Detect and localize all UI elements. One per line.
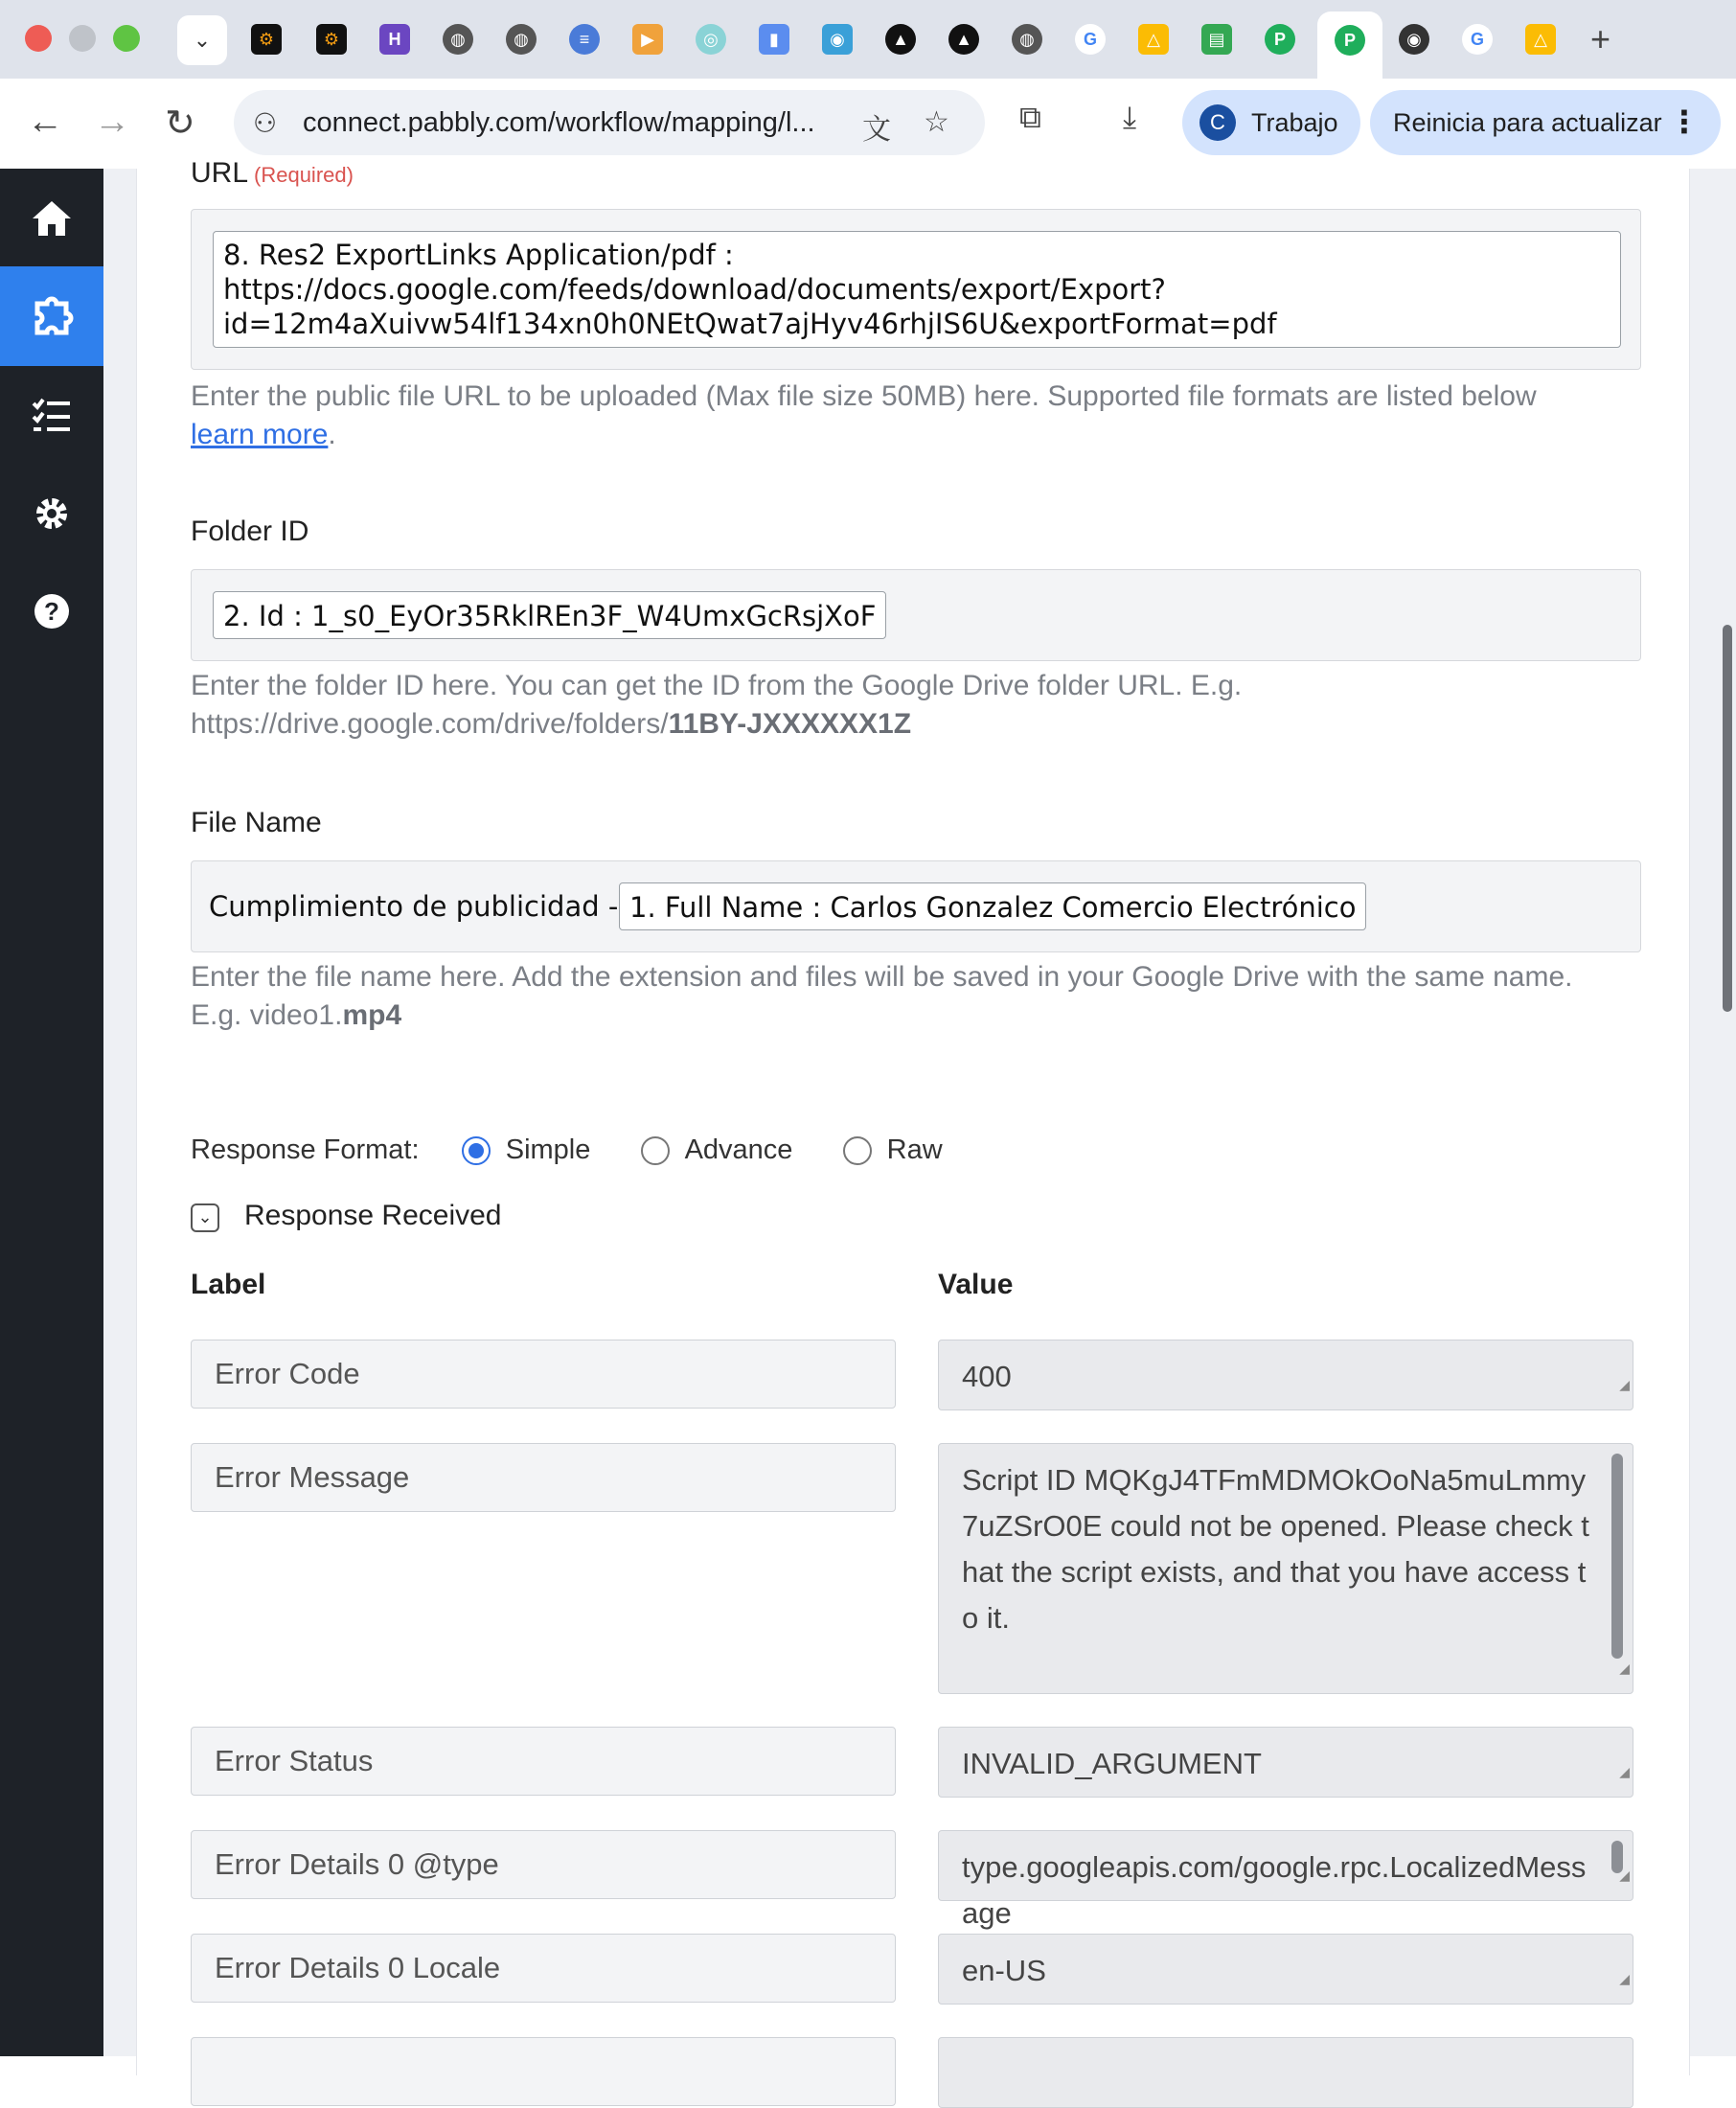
reload-icon[interactable]: ↻ xyxy=(165,103,195,144)
filename-help-example-bold: mp4 xyxy=(342,999,402,1031)
response-label-field[interactable]: Error Details 0 @type xyxy=(191,1830,896,1899)
address-bar[interactable] xyxy=(234,90,985,155)
page-scrollbar-thumb[interactable] xyxy=(1723,625,1732,1012)
sidebar-item-integrations[interactable] xyxy=(0,266,103,366)
resize-handle-icon[interactable]: ◢ xyxy=(1619,1764,1630,1779)
response-value-text: 400 xyxy=(962,1360,1012,1393)
response-value-text: INVALID_ARGUMENT xyxy=(962,1747,1262,1780)
resize-handle-icon[interactable]: ◢ xyxy=(1619,1377,1630,1392)
required-badge: (Required) xyxy=(254,163,354,187)
url-text[interactable]: connect.pabbly.com/workflow/mapping/l... xyxy=(303,107,815,138)
url-chip-line-3: id=12m4aXuivw54lf134xn0h0NEtQwat7ajHyv46rhjIS6U&exportFormat=pdf xyxy=(223,308,1277,340)
value-column-header: Value xyxy=(938,1269,1014,1300)
response-label-field[interactable]: Error Details 0 Locale xyxy=(191,1934,896,2003)
google-drive-icon[interactable]: △ xyxy=(1138,24,1169,55)
response-label-field[interactable]: Error Status xyxy=(191,1727,896,1796)
active-tab[interactable] xyxy=(1317,11,1382,79)
main-content xyxy=(103,157,1736,2056)
tab-favicon-3[interactable]: H xyxy=(379,24,410,55)
site-info-icon[interactable]: ⚇ xyxy=(253,108,278,138)
tab-favicon-10[interactable]: ▲ xyxy=(885,24,916,55)
radio-simple-label[interactable]: Simple xyxy=(505,1134,591,1165)
avatar: C xyxy=(1199,104,1236,141)
tab-favicon-7[interactable]: ◎ xyxy=(696,24,726,55)
google-icon[interactable]: G xyxy=(1075,24,1106,55)
tab-favicon-2[interactable]: ⚙ xyxy=(316,24,347,55)
help-icon xyxy=(33,592,71,630)
response-value-field[interactable] xyxy=(938,1830,1633,1930)
radio-advance-label[interactable]: Advance xyxy=(684,1134,793,1165)
folder-id-help-text xyxy=(191,667,1647,744)
tab-favicon-docs[interactable]: ≡ xyxy=(569,24,600,55)
google-icon[interactable]: G xyxy=(1462,24,1493,55)
app-sidebar xyxy=(0,169,103,2056)
resize-handle-icon[interactable]: ◢ xyxy=(1619,1867,1630,1883)
profile-button[interactable] xyxy=(1182,90,1360,155)
forward-arrow-icon[interactable]: → xyxy=(94,102,130,142)
folder-help-url-bold: 11BY-JXXXXXX1Z xyxy=(668,708,912,740)
tab-favicon-1[interactable]: ⚙ xyxy=(251,24,282,55)
folder-id-label: Folder ID xyxy=(191,516,309,547)
response-value-text: en-US xyxy=(962,1954,1046,1987)
browser-tab-strip xyxy=(0,0,1736,79)
minimize-window-button[interactable] xyxy=(69,25,96,52)
sidebar-item-tasks[interactable] xyxy=(0,366,103,466)
gear-icon xyxy=(33,494,71,533)
tab-favicon-analytics[interactable]: ▮ xyxy=(759,24,789,55)
url-mapped-chip[interactable] xyxy=(213,231,1621,348)
tab-favicon-6[interactable]: ▶ xyxy=(632,24,663,55)
globe-icon[interactable]: ◍ xyxy=(1012,24,1042,55)
profile-label: Trabajo xyxy=(1251,108,1338,137)
response-received-title: Response Received xyxy=(244,1200,502,1231)
url-help-period: . xyxy=(328,419,336,450)
response-format-row xyxy=(191,1134,943,1166)
textarea-scrollbar[interactable] xyxy=(1611,1454,1623,1659)
folder-help-url: https://drive.google.com/drive/folders/ xyxy=(191,708,669,740)
task-list-icon xyxy=(32,398,72,434)
svg-text:?: ? xyxy=(44,597,59,626)
url-help-text xyxy=(191,378,1647,454)
response-value-text: Script ID MQKgJ4TFmMDMOkOoNa5muLmmy7uZSrO0E could not be opened. Please check that the script exists, and that you have access to it. xyxy=(962,1463,1589,1635)
back-arrow-icon[interactable]: ← xyxy=(27,102,63,142)
chrome-icon[interactable]: ◉ xyxy=(1399,24,1429,55)
sidebar-item-home[interactable] xyxy=(0,169,103,268)
filename-help-copy: Enter the file name here. Add the extension and files will be saved in your Google Drive with the same name. xyxy=(191,961,1573,993)
home-icon xyxy=(31,199,73,238)
pabbly-icon[interactable]: P xyxy=(1265,24,1295,55)
url-field-label xyxy=(191,157,354,190)
url-label-text: URL xyxy=(191,157,249,189)
learn-more-link[interactable]: learn more xyxy=(191,419,329,450)
folder-id-mapped-chip[interactable]: 2. Id : 1_s0_EyOr35RklREn3F_W4UmxGcRsjXoF xyxy=(213,591,886,639)
folder-help-copy: Enter the folder ID here. You can get the ID from the Google Drive folder URL. E.g. xyxy=(191,670,1243,701)
update-button[interactable] xyxy=(1370,90,1721,155)
tab-search-button[interactable] xyxy=(177,15,227,65)
sidebar-item-help[interactable] xyxy=(0,561,103,661)
response-value-field[interactable] xyxy=(938,1727,1633,1798)
url-help-copy: Enter the public file URL to be uploaded (Max file size 50MB) here. Supported file formats are listed below xyxy=(191,380,1537,412)
resize-handle-icon[interactable]: ◢ xyxy=(1619,1971,1630,1986)
response-value-field[interactable] xyxy=(938,1340,1633,1410)
puzzle-icon xyxy=(30,294,74,338)
sidebar-item-settings[interactable] xyxy=(0,464,103,563)
filename-help-example: E.g. video1. xyxy=(191,999,343,1031)
response-format-label: Response Format: xyxy=(191,1134,420,1165)
url-mapping-field[interactable] xyxy=(191,209,1641,370)
response-label-field[interactable]: Error Message xyxy=(191,1443,896,1512)
resize-handle-icon[interactable]: ◢ xyxy=(1619,1661,1630,1676)
tab-favicon-9[interactable]: ◉ xyxy=(822,24,853,55)
file-name-help-text xyxy=(191,958,1656,1035)
chevron-down-icon: ⌄ xyxy=(193,28,212,52)
response-value-field[interactable] xyxy=(938,1934,1633,2005)
radio-advance[interactable] xyxy=(641,1136,670,1165)
close-window-button[interactable] xyxy=(25,25,52,52)
tab-favicon-11[interactable]: ▲ xyxy=(948,24,979,55)
url-chip-line-2: https://docs.google.com/feeds/download/documents/export/Export? xyxy=(223,273,1166,306)
new-tab-button[interactable]: + xyxy=(1590,19,1611,58)
response-value-field-partial[interactable] xyxy=(938,2037,1633,2108)
radio-simple[interactable] xyxy=(462,1136,491,1165)
file-name-static-text: Cumplimiento de publicidad - xyxy=(209,890,619,923)
translate-icon[interactable]: 文 xyxy=(862,114,891,146)
file-name-mapping-field[interactable] xyxy=(191,860,1641,952)
globe-icon[interactable]: ◍ xyxy=(443,24,473,55)
response-label-field-partial[interactable] xyxy=(191,2037,896,2106)
chevron-down-icon: ⌄ xyxy=(197,1207,213,1226)
download-icon[interactable]: ⤓ xyxy=(1123,100,1137,134)
tab-favicon-sheets[interactable]: ▤ xyxy=(1201,24,1232,55)
response-value-field[interactable] xyxy=(938,1443,1633,1694)
url-chip-line-1: 8. Res2 ExportLinks Application/pdf : xyxy=(223,239,734,271)
maximize-window-button[interactable] xyxy=(113,25,140,52)
folder-id-mapping-field[interactable] xyxy=(191,569,1641,661)
google-drive-icon[interactable]: △ xyxy=(1525,24,1556,55)
more-vert-icon[interactable]: ⋮ xyxy=(1669,104,1700,139)
extensions-icon[interactable]: ⧉ xyxy=(1019,100,1041,134)
collapse-response-button[interactable] xyxy=(191,1203,219,1232)
file-name-label: File Name xyxy=(191,807,322,838)
globe-icon[interactable]: ◍ xyxy=(506,24,537,55)
file-name-mapped-chip[interactable]: 1. Full Name : Carlos Gonzalez Comercio Electrónico xyxy=(619,882,1366,930)
bookmark-star-icon[interactable]: ☆ xyxy=(924,106,949,138)
action-step-card xyxy=(136,157,1690,2075)
radio-raw[interactable] xyxy=(843,1136,872,1165)
response-label-field[interactable]: Error Code xyxy=(191,1340,896,1409)
response-value-text: type.googleapis.com/google.rpc.LocalizedMessage xyxy=(962,1850,1587,1930)
pabbly-icon: P xyxy=(1335,25,1365,56)
update-label: Reinicia para actualizar xyxy=(1393,108,1662,137)
radio-raw-label[interactable]: Raw xyxy=(886,1134,943,1165)
label-column-header: Label xyxy=(191,1269,266,1300)
